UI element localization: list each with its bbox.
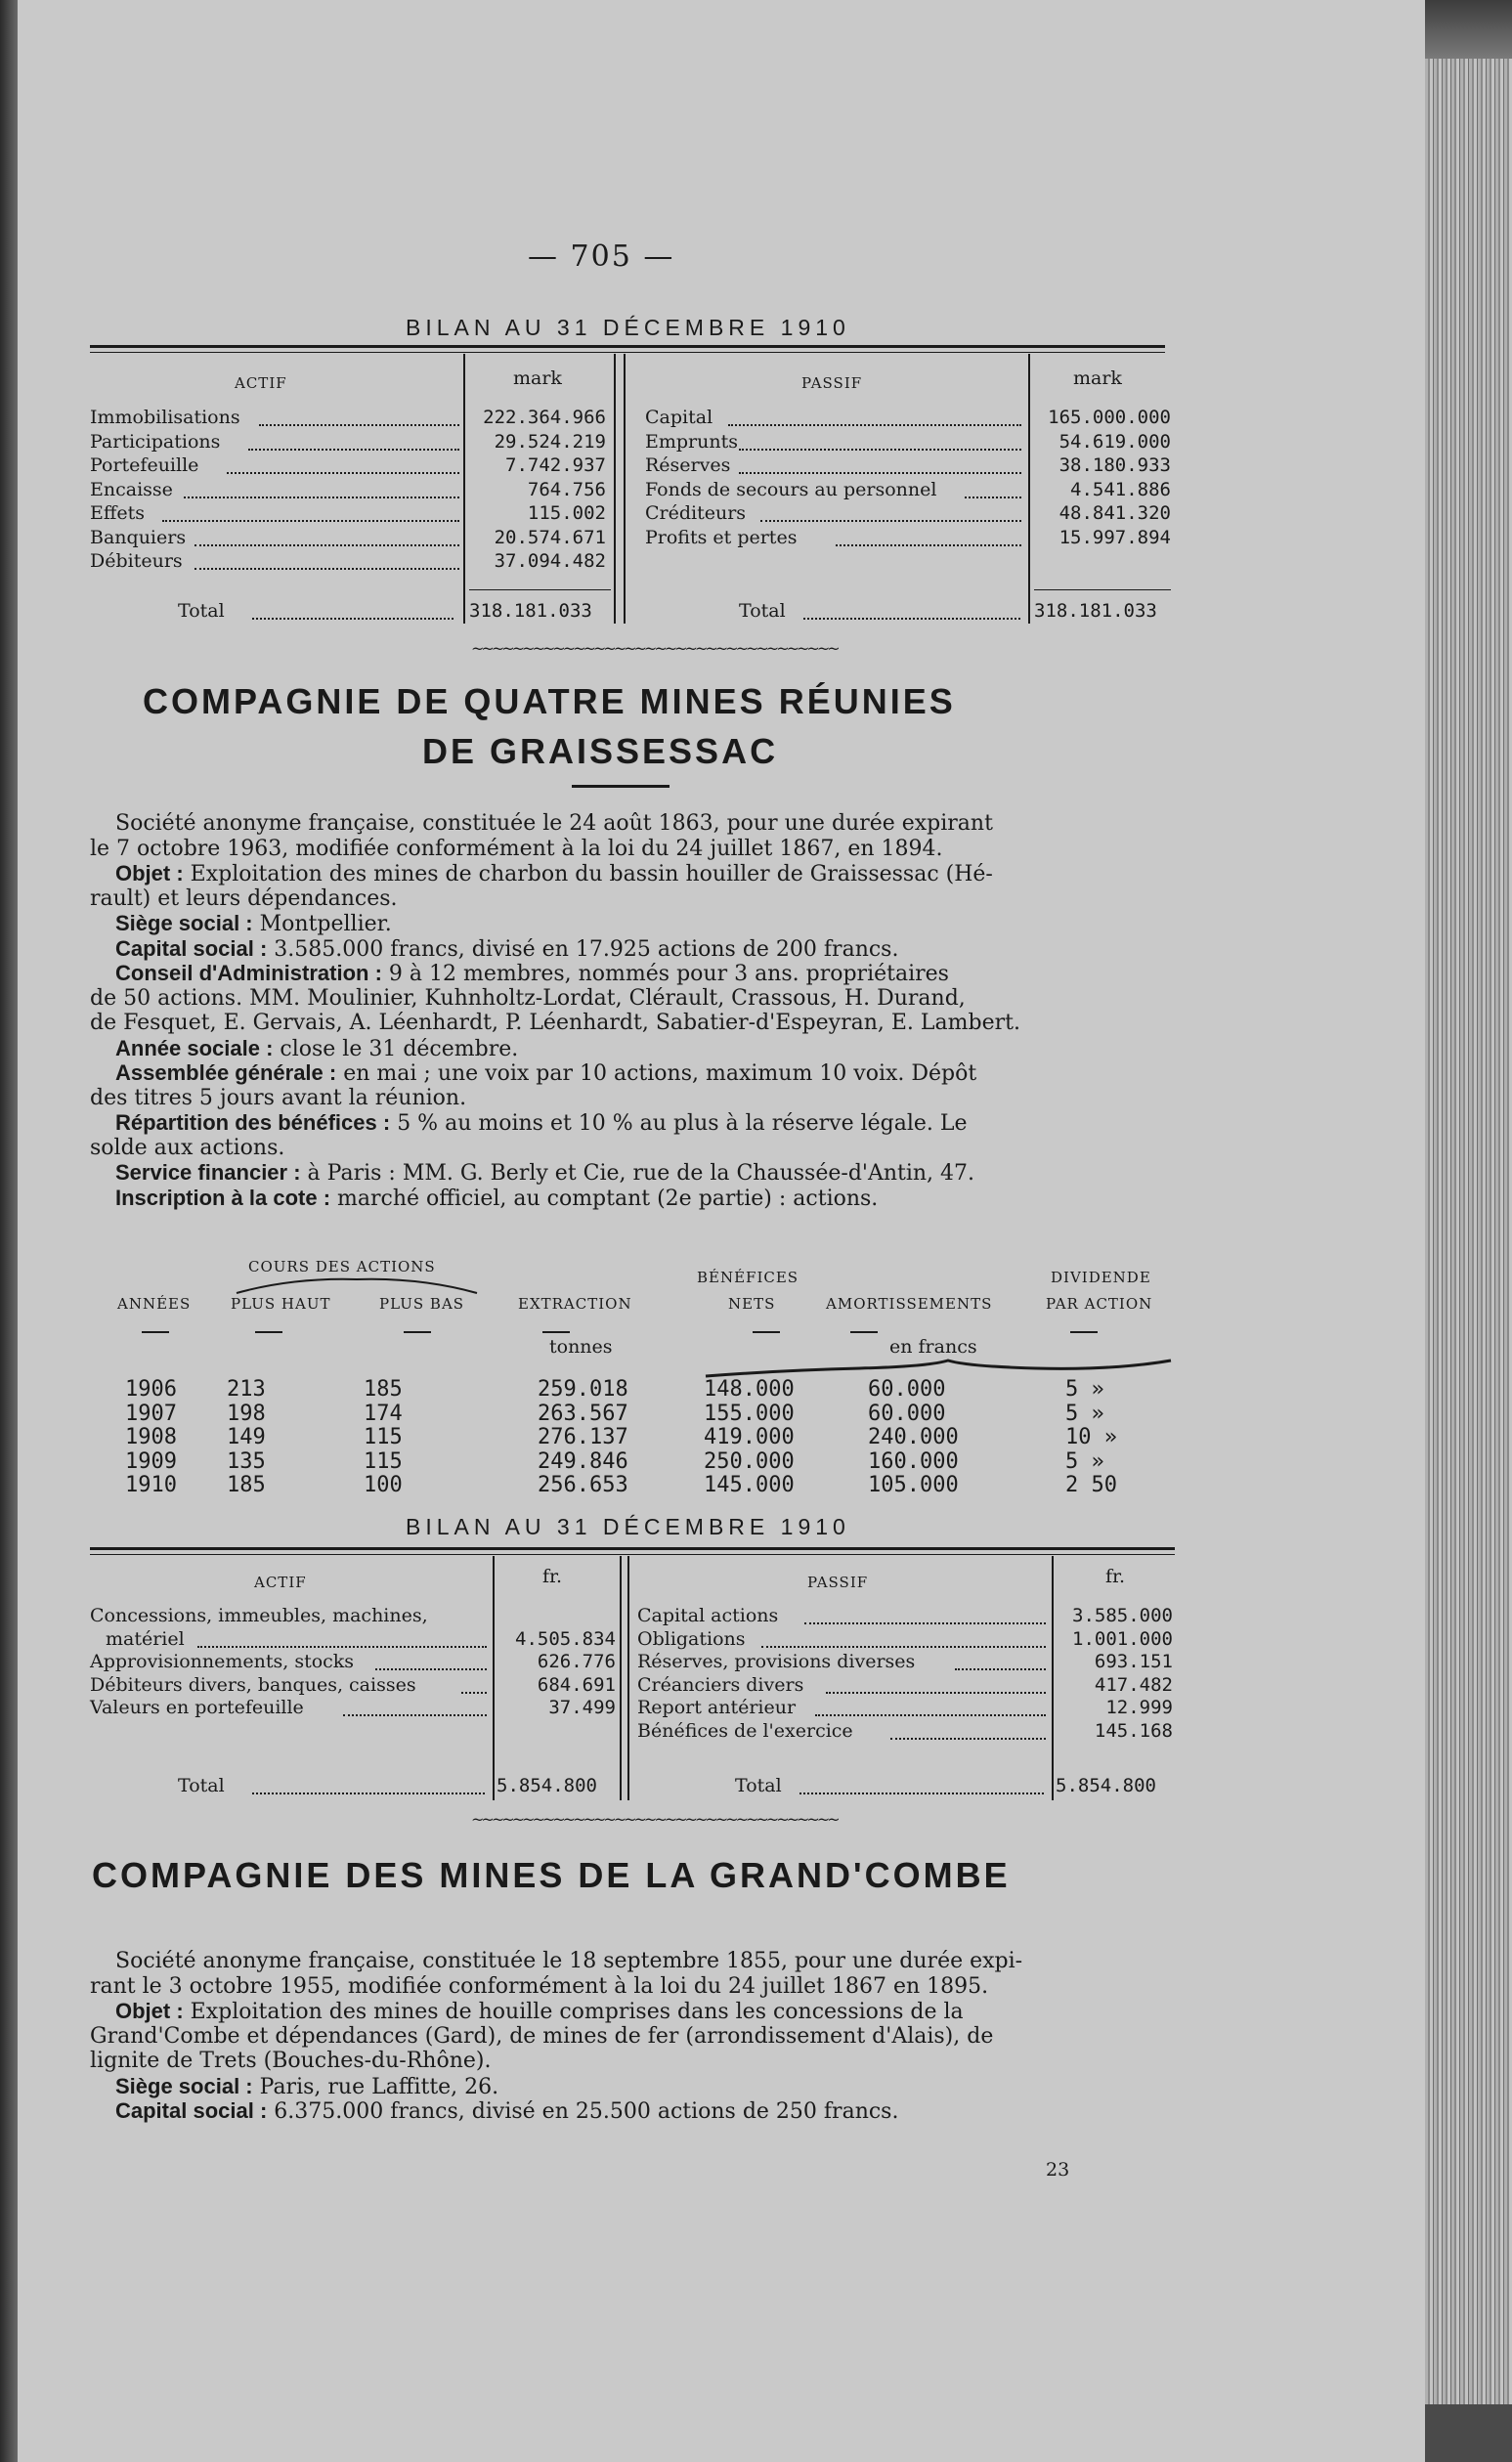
- bilan1-actif-value: 7.742.937: [505, 454, 606, 476]
- company1-line-text: 3.585.000 francs, divisé en 17.925 actions de 200 francs.: [274, 936, 899, 962]
- company1-line: [115, 1112, 968, 1134]
- bilan1-passif-label: Fonds de secours au personnel: [645, 478, 937, 500]
- bilan2-top-rule-thin: [90, 1554, 1175, 1555]
- stats-cell: 1907: [125, 1401, 177, 1426]
- bilan2-passif-value: 3.585.000: [1072, 1605, 1173, 1626]
- bilan2-actif-label: matériel: [106, 1627, 185, 1650]
- bilan1-passif-total: 318.181.033: [1034, 600, 1157, 622]
- stats-cell: 419.000: [704, 1425, 795, 1449]
- stats-cell: 213: [227, 1377, 266, 1402]
- stats-cell: 155.000: [704, 1401, 795, 1426]
- stats-dividende-header: DIVIDENDE: [1051, 1269, 1151, 1286]
- bilan2-passif-dots: [761, 1646, 1046, 1648]
- bilan1-passif-total-dots: [803, 618, 1020, 620]
- company2-line: [90, 2051, 491, 2071]
- bilan2-actif-header: ACTIF: [254, 1574, 307, 1591]
- bilan1-top-rule: [90, 345, 1165, 348]
- stats-cell: 1908: [125, 1425, 177, 1449]
- bilan2-passif-label: Capital actions: [637, 1605, 779, 1626]
- company1-line: [90, 985, 966, 1011]
- bilan1-passif-value: 54.619.000: [1058, 430, 1171, 453]
- company1-line-text: Exploitation des mines de charbon du bassin houiller de Graissessac (Hé-: [190, 862, 993, 886]
- book-spine: [0, 0, 18, 2462]
- stats-cell: 115: [364, 1448, 403, 1474]
- stats-benefices-header: BÉNÉFICES: [697, 1269, 799, 1286]
- bilan2-passif-total: 5.854.800: [1056, 1775, 1156, 1796]
- company1-line: [90, 885, 398, 911]
- bilan2-actif-value: 626.776: [537, 1651, 616, 1672]
- company1-line-text: Société anonyme française, constituée le 24 août 1863, pour une durée expirant: [115, 811, 993, 836]
- bilan2-actif-dots: [343, 1714, 487, 1716]
- company1-title-line2: DE GRAISSESSAC: [422, 731, 779, 771]
- bilan1-passif-label: Créditeurs: [645, 502, 747, 524]
- bilan1-actif-dots: [194, 544, 459, 546]
- bilan1-actif-value: 37.094.482: [494, 550, 606, 572]
- company2-line-label: Capital social :: [115, 2098, 268, 2123]
- company2-line: [115, 2073, 499, 2099]
- bilan1-actif-total-dots: [252, 618, 454, 620]
- bilan2-passif-value: 12.999: [1105, 1697, 1173, 1718]
- stats-column-dash: [542, 1331, 570, 1333]
- stats-cell: 174: [364, 1401, 403, 1426]
- stats-cell: 249.846: [538, 1448, 628, 1474]
- bilan2-passif-total-dots: [799, 1793, 1044, 1794]
- bilan1-actif-dots: [248, 449, 459, 451]
- company1-title-rule: [572, 785, 670, 788]
- bilan1-passif-value: 48.841.320: [1058, 502, 1171, 524]
- bilan2-vline-a: [493, 1556, 495, 1800]
- bilan2-wave-ornament: ~~~~~~~~~~~~~~~~~~~~~~~~~~~~~~~~~~~~: [471, 1810, 838, 1829]
- stats-cell: 185: [227, 1473, 266, 1497]
- bilan2-passif-dots: [804, 1622, 1046, 1624]
- bilan1-actif-header: ACTIF: [235, 374, 287, 392]
- stats-cell: 198: [227, 1401, 266, 1426]
- bilan1-title: BILAN AU 31 DÉCEMBRE 1910: [406, 315, 850, 340]
- page-number: — 705 —: [528, 239, 675, 274]
- stats-cell: 2 50: [1065, 1473, 1117, 1497]
- company1-line-label: Inscription à la cote :: [115, 1185, 331, 1210]
- stats-column-header: PLUS HAUT: [231, 1295, 331, 1313]
- company1-line: [115, 1185, 879, 1211]
- bilan2-passif-value: 145.168: [1094, 1719, 1173, 1742]
- bilan1-actif-dots: [227, 472, 459, 474]
- bilan2-passif-dots: [815, 1714, 1046, 1716]
- bilan2-passif-unit: fr.: [1105, 1566, 1126, 1587]
- bilan2-vline-c: [627, 1556, 629, 1800]
- stats-cell: 100: [364, 1473, 403, 1497]
- company1-line-text: 9 à 12 membres, nommés pour 3 ans. propriétaires: [388, 962, 949, 986]
- stats-cell: 149: [227, 1425, 266, 1449]
- company2-line: [115, 2001, 964, 2022]
- company1-line-label: Service financier :: [115, 1160, 301, 1185]
- bilan2-passif-value: 1.001.000: [1072, 1627, 1173, 1650]
- stats-cell: 5 »: [1065, 1401, 1104, 1426]
- company2-line-text: Société anonyme française, constituée le 18 septembre 1855, pour une durée expi-: [115, 1949, 1023, 1973]
- bilan1-passif-dots: [836, 544, 1021, 546]
- bilan2-passif-dots: [826, 1692, 1046, 1694]
- company1-line-label: Assemblée générale :: [115, 1060, 337, 1085]
- company2-line-text: rant le 3 octobre 1955, modifiée conformément à la loi du 24 juillet 1867 en 1895.: [90, 1973, 989, 1999]
- company1-line-text: Montpellier.: [259, 912, 392, 936]
- stats-cell: 1910: [125, 1473, 177, 1497]
- company1-line-text: solde aux actions.: [90, 1135, 285, 1160]
- bilan1-actif-dots: [194, 568, 459, 570]
- bilan1-passif-value: 15.997.894: [1058, 526, 1171, 548]
- company1-line: [115, 1035, 519, 1061]
- stats-column-header: AMORTISSEMENTS: [826, 1295, 993, 1313]
- bilan2-passif-header: PASSIF: [807, 1574, 869, 1591]
- bilan2-actif-value: 37.499: [548, 1697, 616, 1718]
- stats-column-header: NETS: [728, 1295, 776, 1313]
- bilan1-passif-label: Réserves: [645, 454, 731, 476]
- bilan1-vline-d: [1028, 354, 1030, 624]
- bilan2-vline-b: [620, 1556, 622, 1800]
- company1-line: [115, 1062, 976, 1084]
- bilan1-vline-a: [463, 354, 465, 624]
- bilan1-actif-label: Encaisse: [90, 478, 173, 500]
- bilan1-actif-label: Effets: [90, 502, 145, 524]
- stats-cell: 5 »: [1065, 1377, 1104, 1402]
- company1-line: [115, 935, 899, 962]
- bilan2-actif-total-label: Total: [178, 1775, 225, 1796]
- stats-column-header: ANNÉES: [117, 1295, 192, 1313]
- company1-line-text: de 50 actions. MM. Moulinier, Kuhnholtz-Lordat, Clérault, Crassous, H. Durand,: [90, 985, 966, 1011]
- company1-line-label: Capital social :: [115, 935, 268, 961]
- company1-line-text: marché officiel, au comptant (2e partie) : actions.: [337, 1186, 879, 1211]
- bilan1-passif-value: 165.000.000: [1048, 407, 1171, 428]
- bilan1-actif-label: Immobilisations: [90, 407, 240, 428]
- bilan1-wave-ornament: ~~~~~~~~~~~~~~~~~~~~~~~~~~~~~~~~~~~~: [471, 639, 838, 658]
- bilan1-passif-dots: [760, 520, 1021, 522]
- bilan2-passif-dots: [890, 1738, 1046, 1740]
- stats-cell: 160.000: [868, 1448, 959, 1474]
- bilan2-passif-dots: [955, 1668, 1046, 1670]
- bilan1-actif-label: Débiteurs: [90, 550, 183, 572]
- bilan1-actif-label: Banquiers: [90, 526, 187, 548]
- stats-unit-francs: en francs: [889, 1336, 977, 1358]
- bilan2-title: BILAN AU 31 DÉCEMBRE 1910: [406, 1514, 850, 1539]
- stats-cell: 60.000: [868, 1401, 946, 1426]
- stats-cell: 10 »: [1065, 1425, 1117, 1449]
- bilan2-actif-total-dots: [252, 1793, 485, 1794]
- bilan1-passif-sum-rule: [1034, 589, 1171, 590]
- bilan2-top-rule: [90, 1547, 1175, 1550]
- company2-line-text: 6.375.000 francs, divisé en 25.500 actions de 250 francs.: [274, 2099, 899, 2124]
- bilan1-passif-dots: [739, 449, 1021, 451]
- company1-line-label: Répartition des bénéfices :: [115, 1110, 391, 1135]
- company1-line-text: close le 31 décembre.: [280, 1036, 519, 1061]
- stats-cell: 259.018: [538, 1377, 628, 1402]
- bilan1-actif-total-label: Total: [178, 600, 225, 622]
- bilan2-passif-total-label: Total: [735, 1775, 782, 1796]
- stats-column-dash: [753, 1331, 780, 1333]
- company2-line-text: Paris, rue Laffitte, 26.: [259, 2074, 499, 2099]
- stats-cell: 148.000: [704, 1377, 795, 1402]
- bilan2-actif-value: 4.505.834: [515, 1627, 616, 1650]
- bilan1-passif-dots: [965, 497, 1021, 498]
- company2-line-label: Objet :: [115, 1999, 184, 2023]
- stats-column-dash: [850, 1331, 878, 1333]
- bilan2-actif-unit: fr.: [542, 1566, 563, 1587]
- bilan1-passif-dots: [728, 424, 1021, 426]
- bilan1-actif-value: 29.524.219: [494, 430, 606, 453]
- stats-cell: 5 »: [1065, 1448, 1104, 1474]
- stats-cell: 105.000: [868, 1473, 959, 1497]
- bilan1-passif-dots: [739, 472, 1021, 474]
- bilan1-passif-unit: mark: [1073, 367, 1122, 389]
- company1-line: [115, 963, 949, 984]
- stats-column-dash: [1070, 1331, 1098, 1333]
- bilan1-vline-c: [624, 354, 626, 624]
- bilan2-passif-label: Réserves, provisions diverses: [637, 1651, 916, 1672]
- stats-cell: 263.567: [538, 1401, 628, 1426]
- bilan1-actif-unit: mark: [513, 367, 562, 389]
- company2-title: COMPAGNIE DES MINES DE LA GRAND'COMBE: [92, 1855, 1011, 1895]
- company1-line-label: Siège social :: [115, 911, 253, 935]
- stats-cell: 1909: [125, 1448, 177, 1474]
- company2-line: [115, 2100, 898, 2122]
- bilan1-actif-label: Participations: [90, 430, 221, 453]
- bilan2-passif-label: Report antérieur: [637, 1697, 797, 1718]
- bilan1-actif-sum-rule: [469, 589, 611, 590]
- bilan1-top-rule-thin: [90, 352, 1165, 353]
- company1-line: [115, 913, 392, 934]
- bilan2-passif-value: 693.151: [1094, 1651, 1173, 1672]
- company1-line-text: 5 % au moins et 10 % au plus à la réserve légale. Le: [397, 1111, 968, 1136]
- bilan2-passif-value: 417.482: [1094, 1673, 1173, 1696]
- stats-column-dash: [142, 1331, 169, 1333]
- company2-line: [115, 1951, 1022, 1971]
- bilan2-passif-label: Bénéfices de l'exercice: [637, 1719, 853, 1742]
- stats-unit-tonnes: tonnes: [549, 1336, 613, 1358]
- stats-column-dash: [255, 1331, 282, 1333]
- bilan1-passif-label: Emprunts: [645, 430, 738, 453]
- page-edges: [1425, 59, 1512, 2404]
- company2-line-text: Exploitation des mines de houille comprises dans les concessions de la: [190, 2000, 964, 2024]
- bilan1-actif-dots: [184, 497, 459, 498]
- stats-cell: 185: [364, 1377, 403, 1402]
- stats-column-header: PAR ACTION: [1046, 1295, 1153, 1313]
- stats-column-dash: [404, 1331, 431, 1333]
- stats-cell: 1906: [125, 1377, 177, 1402]
- company2-line: [90, 2023, 994, 2049]
- bilan2-actif-total: 5.854.800: [497, 1775, 597, 1796]
- bilan1-passif-label: Capital: [645, 407, 713, 428]
- bilan2-passif-label: Obligations: [637, 1627, 746, 1650]
- company1-title-line1: COMPAGNIE DE QUATRE MINES RÉUNIES: [143, 681, 956, 721]
- stats-cours-header: COURS DES ACTIONS: [248, 1258, 436, 1275]
- company1-line: [115, 1162, 974, 1184]
- company2-line-text: lignite de Trets (Bouches-du-Rhône).: [90, 2049, 492, 2073]
- footer-signature: 23: [1046, 2159, 1070, 2181]
- bilan1-passif-header: PASSIF: [801, 374, 863, 392]
- bilan1-passif-value: 38.180.933: [1058, 454, 1171, 476]
- company1-line: [115, 813, 993, 834]
- bilan2-actif-dots: [197, 1646, 487, 1648]
- stats-cell: 145.000: [704, 1473, 795, 1497]
- company1-line-text: de Fesquet, E. Gervais, A. Léenhardt, P. Léenhardt, Sabatier-d'Espeyran, E. Lambert.: [90, 1011, 1020, 1035]
- company1-line-text: à Paris : MM. G. Berly et Cie, rue de la Chaussée-d'Antin, 47.: [307, 1161, 975, 1186]
- bilan2-actif-dots: [375, 1668, 487, 1670]
- page-edges-top: [1425, 0, 1512, 59]
- bilan2-actif-label: Concessions, immeubles, machines,: [90, 1605, 428, 1626]
- company1-line-text: des titres 5 jours avant la réunion.: [90, 1085, 467, 1110]
- company1-line-text: le 7 octobre 1963, modifiée conformément à la loi du 24 juillet 1867, en 1894.: [90, 836, 943, 861]
- bilan1-actif-label: Portefeuille: [90, 454, 199, 476]
- bilan1-actif-dots: [162, 520, 459, 522]
- company2-line-label: Siège social :: [115, 2073, 253, 2098]
- stats-column-header: EXTRACTION: [518, 1295, 632, 1313]
- company1-line-label: Conseil d'Administration :: [115, 961, 382, 985]
- bilan2-actif-value: 684.691: [537, 1673, 616, 1696]
- bilan2-passif-label: Créanciers divers: [637, 1673, 804, 1696]
- company1-line: [90, 1013, 1020, 1033]
- bilan2-actif-label: Débiteurs divers, banques, caisses: [90, 1673, 416, 1696]
- stats-cell: 135: [227, 1448, 266, 1474]
- bilan1-actif-dots: [259, 424, 459, 426]
- bilan1-actif-value: 222.364.966: [483, 407, 606, 428]
- bilan1-passif-label: Profits et pertes: [645, 526, 798, 548]
- company2-line-text: Grand'Combe et dépendances (Gard), de mines de fer (arrondissement d'Alais), de: [90, 2023, 994, 2049]
- bilan2-vline-d: [1052, 1556, 1054, 1800]
- stats-cours-brace: [235, 1275, 479, 1295]
- stats-cell: 256.653: [538, 1473, 628, 1497]
- bilan1-actif-value: 764.756: [527, 478, 606, 500]
- bilan1-actif-value: 20.574.671: [494, 526, 606, 548]
- bilan1-actif-value: 115.002: [527, 502, 606, 524]
- stats-cell: 240.000: [868, 1425, 959, 1449]
- company1-line: [90, 1085, 467, 1110]
- bilan1-passif-value: 4.541.886: [1070, 478, 1171, 500]
- stats-cell: 115: [364, 1425, 403, 1449]
- stats-cell: 60.000: [868, 1377, 946, 1402]
- bilan2-actif-label: Valeurs en portefeuille: [90, 1697, 304, 1718]
- company1-line-label: Objet :: [115, 861, 184, 885]
- stats-cell: 276.137: [538, 1425, 628, 1449]
- company1-line: [115, 863, 993, 885]
- bilan1-passif-total-label: Total: [739, 600, 786, 622]
- company1-line-text: en mai ; une voix par 10 actions, maximum 10 voix. Dépôt: [343, 1061, 977, 1086]
- company1-line: [90, 1135, 285, 1160]
- company2-line: [90, 1973, 989, 1999]
- company1-line-label: Année sociale :: [115, 1035, 274, 1060]
- bilan1-vline-b: [614, 354, 616, 624]
- bilan1-actif-total: 318.181.033: [469, 600, 592, 622]
- company1-line: [90, 836, 943, 861]
- stats-cell: 250.000: [704, 1448, 795, 1474]
- bilan2-actif-label: Approvisionnements, stocks: [90, 1651, 355, 1672]
- bilan2-actif-dots: [461, 1692, 487, 1694]
- stats-column-header: PLUS BAS: [379, 1295, 465, 1313]
- company1-line-text: rault) et leurs dépendances.: [90, 885, 398, 911]
